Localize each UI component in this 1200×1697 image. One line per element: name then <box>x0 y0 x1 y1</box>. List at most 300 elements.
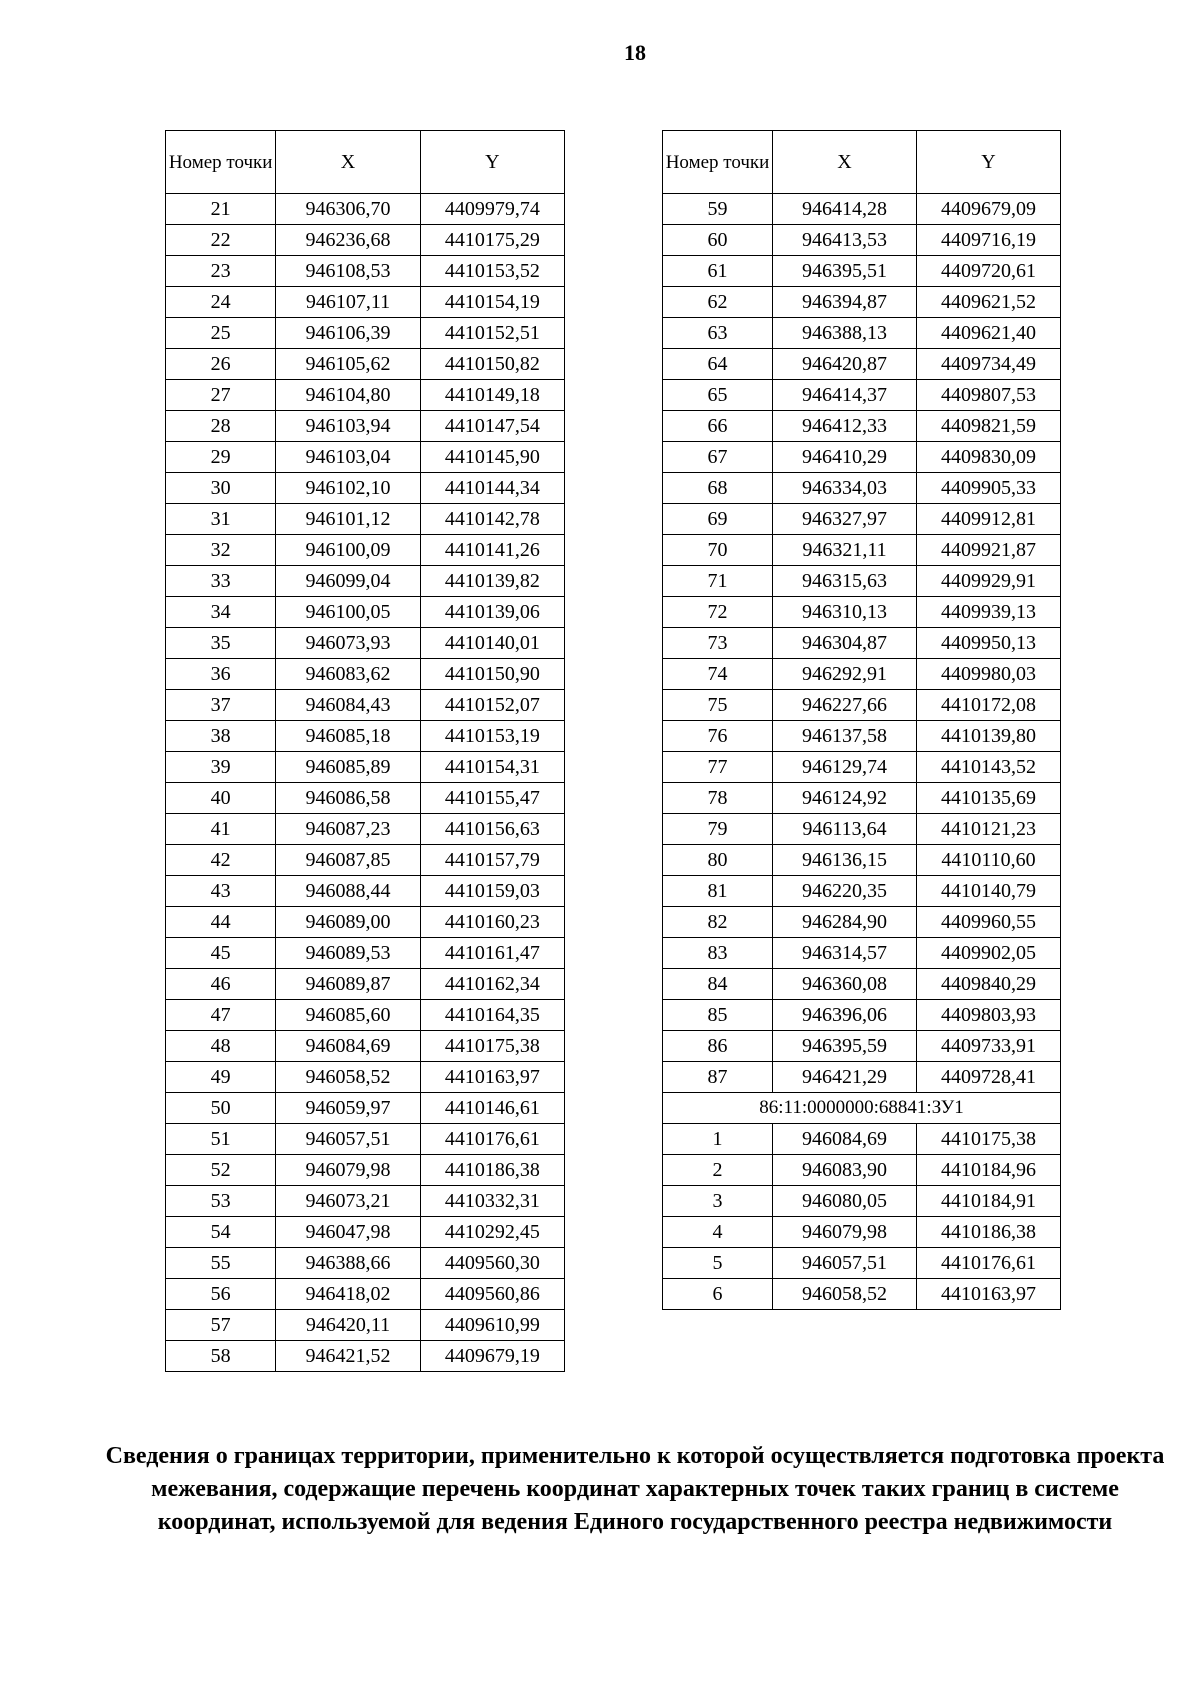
x-coordinate-cell: 946321,11 <box>773 535 917 566</box>
y-coordinate-cell: 4410150,90 <box>420 659 564 690</box>
x-coordinate-cell: 946396,06 <box>773 1000 917 1031</box>
x-coordinate-cell: 946420,11 <box>276 1310 420 1341</box>
table-row <box>663 318 1061 349</box>
y-coordinate-cell: 4410186,38 <box>420 1155 564 1186</box>
table-row <box>663 287 1061 318</box>
x-coordinate-cell: 946083,90 <box>773 1155 917 1186</box>
point-number-cell: 72 <box>663 597 773 628</box>
y-coordinate-cell: 4409929,91 <box>917 566 1061 597</box>
coordinates-table-left <box>165 130 565 1372</box>
point-number-cell: 28 <box>166 411 276 442</box>
point-number-cell: 85 <box>663 1000 773 1031</box>
cadastral-number: 86:11:0000000:68841:ЗУ1 <box>663 1093 1061 1124</box>
point-number-cell: 66 <box>663 411 773 442</box>
x-coordinate-cell: 946292,91 <box>773 659 917 690</box>
y-coordinate-cell: 4410175,38 <box>420 1031 564 1062</box>
point-number-cell: 31 <box>166 504 276 535</box>
x-coordinate-cell: 946327,97 <box>773 504 917 535</box>
table-row <box>663 659 1061 690</box>
x-coordinate-cell: 946080,05 <box>773 1186 917 1217</box>
point-number-cell: 54 <box>166 1217 276 1248</box>
x-coordinate-cell: 946412,33 <box>773 411 917 442</box>
table-row <box>166 1217 565 1248</box>
table-row <box>166 287 565 318</box>
x-coordinate-cell: 946236,68 <box>276 225 420 256</box>
y-coordinate-cell: 4410157,79 <box>420 845 564 876</box>
table-row <box>663 194 1061 225</box>
header-y: Y <box>420 131 564 194</box>
point-number-cell: 21 <box>166 194 276 225</box>
x-coordinate-cell: 946057,51 <box>773 1248 917 1279</box>
y-coordinate-cell: 4409905,33 <box>917 473 1061 504</box>
point-number-cell: 32 <box>166 535 276 566</box>
point-number-cell: 76 <box>663 721 773 752</box>
y-coordinate-cell: 4410154,31 <box>420 752 564 783</box>
table-row <box>663 1279 1061 1310</box>
point-number-cell: 37 <box>166 690 276 721</box>
table-row <box>663 1031 1061 1062</box>
coordinates-table-right <box>662 130 1061 1310</box>
y-coordinate-cell: 4409610,99 <box>420 1310 564 1341</box>
y-coordinate-cell: 4410152,07 <box>420 690 564 721</box>
point-number-cell: 82 <box>663 907 773 938</box>
y-coordinate-cell: 4409803,93 <box>917 1000 1061 1031</box>
x-coordinate-cell: 946073,21 <box>276 1186 420 1217</box>
x-coordinate-cell: 946087,23 <box>276 814 420 845</box>
y-coordinate-cell: 4410184,96 <box>917 1155 1061 1186</box>
y-coordinate-cell: 4410292,45 <box>420 1217 564 1248</box>
table-row <box>166 1031 565 1062</box>
table-row <box>166 411 565 442</box>
x-coordinate-cell: 946087,85 <box>276 845 420 876</box>
x-coordinate-cell: 946395,59 <box>773 1031 917 1062</box>
x-coordinate-cell: 946058,52 <box>276 1062 420 1093</box>
x-coordinate-cell: 946414,37 <box>773 380 917 411</box>
table-row <box>663 876 1061 907</box>
x-coordinate-cell: 946099,04 <box>276 566 420 597</box>
y-coordinate-cell: 4410153,52 <box>420 256 564 287</box>
point-number-cell: 84 <box>663 969 773 1000</box>
y-coordinate-cell: 4410159,03 <box>420 876 564 907</box>
point-number-cell: 61 <box>663 256 773 287</box>
y-coordinate-cell: 4409979,74 <box>420 194 564 225</box>
x-coordinate-cell: 946103,04 <box>276 442 420 473</box>
point-number-cell: 6 <box>663 1279 773 1310</box>
x-coordinate-cell: 946129,74 <box>773 752 917 783</box>
x-coordinate-cell: 946227,66 <box>773 690 917 721</box>
y-coordinate-cell: 4410163,97 <box>917 1279 1061 1310</box>
y-coordinate-cell: 4410154,19 <box>420 287 564 318</box>
y-coordinate-cell: 4410143,52 <box>917 752 1061 783</box>
header-y: Y <box>917 131 1061 194</box>
x-coordinate-cell: 946085,18 <box>276 721 420 752</box>
x-coordinate-cell: 946360,08 <box>773 969 917 1000</box>
y-coordinate-cell: 4409734,49 <box>917 349 1061 380</box>
table-header-row <box>166 131 565 194</box>
y-coordinate-cell: 4409821,59 <box>917 411 1061 442</box>
section-heading: Сведения о границах территории, применительно к которой осуществляется подготовка проекта межевания, содержащие перечень координат характерных точек таких границ в системе координат, используемой для ведения Единого государственного реестра недвижимости <box>105 1443 1165 1535</box>
point-number-cell: 70 <box>663 535 773 566</box>
table-header-row <box>663 131 1061 194</box>
x-coordinate-cell: 946395,51 <box>773 256 917 287</box>
table-row <box>166 1000 565 1031</box>
point-number-cell: 2 <box>663 1155 773 1186</box>
x-coordinate-cell: 946388,66 <box>276 1248 420 1279</box>
point-number-cell: 43 <box>166 876 276 907</box>
y-coordinate-cell: 4409679,19 <box>420 1341 564 1372</box>
table-row <box>166 1093 565 1124</box>
y-coordinate-cell: 4410152,51 <box>420 318 564 349</box>
point-number-cell: 27 <box>166 380 276 411</box>
x-coordinate-cell: 946105,62 <box>276 349 420 380</box>
table-row <box>663 597 1061 628</box>
table-row <box>663 535 1061 566</box>
table-row <box>166 752 565 783</box>
x-coordinate-cell: 946124,92 <box>773 783 917 814</box>
table-row <box>663 1000 1061 1031</box>
y-coordinate-cell: 4410176,61 <box>420 1124 564 1155</box>
point-number-cell: 3 <box>663 1186 773 1217</box>
table-row <box>166 225 565 256</box>
point-number-cell: 45 <box>166 938 276 969</box>
table-row <box>166 1279 565 1310</box>
table-row <box>663 1062 1061 1093</box>
point-number-cell: 40 <box>166 783 276 814</box>
table-row <box>663 225 1061 256</box>
y-coordinate-cell: 4410163,97 <box>420 1062 564 1093</box>
y-coordinate-cell: 4409716,19 <box>917 225 1061 256</box>
table-row <box>663 752 1061 783</box>
x-coordinate-cell: 946414,28 <box>773 194 917 225</box>
table-row <box>166 597 565 628</box>
table-row <box>166 845 565 876</box>
y-coordinate-cell: 4410153,19 <box>420 721 564 752</box>
point-number-cell: 35 <box>166 628 276 659</box>
y-coordinate-cell: 4410150,82 <box>420 349 564 380</box>
y-coordinate-cell: 4410160,23 <box>420 907 564 938</box>
point-number-cell: 42 <box>166 845 276 876</box>
y-coordinate-cell: 4410175,29 <box>420 225 564 256</box>
point-number-cell: 65 <box>663 380 773 411</box>
point-number-cell: 60 <box>663 225 773 256</box>
point-number-cell: 53 <box>166 1186 276 1217</box>
point-number-cell: 80 <box>663 845 773 876</box>
table-row <box>663 349 1061 380</box>
table-row <box>663 1155 1061 1186</box>
x-coordinate-cell: 946394,87 <box>773 287 917 318</box>
table-row <box>166 1248 565 1279</box>
table-row <box>663 845 1061 876</box>
y-coordinate-cell: 4410156,63 <box>420 814 564 845</box>
x-coordinate-cell: 946089,53 <box>276 938 420 969</box>
point-number-cell: 44 <box>166 907 276 938</box>
table-row <box>166 690 565 721</box>
x-coordinate-cell: 946410,29 <box>773 442 917 473</box>
x-coordinate-cell: 946100,09 <box>276 535 420 566</box>
point-number-cell: 52 <box>166 1155 276 1186</box>
point-number-cell: 77 <box>663 752 773 783</box>
x-coordinate-cell: 946089,87 <box>276 969 420 1000</box>
point-number-cell: 75 <box>663 690 773 721</box>
table-row <box>166 969 565 1000</box>
y-coordinate-cell: 4409621,52 <box>917 287 1061 318</box>
x-coordinate-cell: 946079,98 <box>773 1217 917 1248</box>
point-number-cell: 78 <box>663 783 773 814</box>
x-coordinate-cell: 946085,89 <box>276 752 420 783</box>
x-coordinate-cell: 946421,29 <box>773 1062 917 1093</box>
header-point-number: Номер точки <box>663 131 773 194</box>
x-coordinate-cell: 946306,70 <box>276 194 420 225</box>
x-coordinate-cell: 946284,90 <box>773 907 917 938</box>
table-row <box>663 907 1061 938</box>
x-coordinate-cell: 946137,58 <box>773 721 917 752</box>
point-number-cell: 86 <box>663 1031 773 1062</box>
y-coordinate-cell: 4409960,55 <box>917 907 1061 938</box>
y-coordinate-cell: 4410139,06 <box>420 597 564 628</box>
table-row <box>663 442 1061 473</box>
x-coordinate-cell: 946102,10 <box>276 473 420 504</box>
table-row <box>663 1248 1061 1279</box>
y-coordinate-cell: 4409733,91 <box>917 1031 1061 1062</box>
point-number-cell: 55 <box>166 1248 276 1279</box>
y-coordinate-cell: 4409912,81 <box>917 504 1061 535</box>
table-row <box>663 256 1061 287</box>
y-coordinate-cell: 4410110,60 <box>917 845 1061 876</box>
table-row <box>166 256 565 287</box>
x-coordinate-cell: 946088,44 <box>276 876 420 907</box>
x-coordinate-cell: 946421,52 <box>276 1341 420 1372</box>
table-row <box>166 349 565 380</box>
point-number-cell: 26 <box>166 349 276 380</box>
table-row <box>166 504 565 535</box>
y-coordinate-cell: 4410146,61 <box>420 1093 564 1124</box>
point-number-cell: 67 <box>663 442 773 473</box>
x-coordinate-cell: 946083,62 <box>276 659 420 690</box>
y-coordinate-cell: 4410139,80 <box>917 721 1061 752</box>
x-coordinate-cell: 946104,80 <box>276 380 420 411</box>
table-row <box>166 566 565 597</box>
y-coordinate-cell: 4410332,31 <box>420 1186 564 1217</box>
table-row <box>663 1124 1061 1155</box>
table-row <box>663 411 1061 442</box>
table-row <box>166 380 565 411</box>
y-coordinate-cell: 4409560,30 <box>420 1248 564 1279</box>
point-number-cell: 68 <box>663 473 773 504</box>
y-coordinate-cell: 4409830,09 <box>917 442 1061 473</box>
x-coordinate-cell: 946057,51 <box>276 1124 420 1155</box>
table-row <box>166 1155 565 1186</box>
point-number-cell: 69 <box>663 504 773 535</box>
page-number: 18 <box>624 40 646 65</box>
table-row <box>166 442 565 473</box>
table-row <box>166 535 565 566</box>
table-row <box>166 1310 565 1341</box>
x-coordinate-cell: 946334,03 <box>773 473 917 504</box>
x-coordinate-cell: 946113,64 <box>773 814 917 845</box>
y-coordinate-cell: 4410140,01 <box>420 628 564 659</box>
y-coordinate-cell: 4410161,47 <box>420 938 564 969</box>
x-coordinate-cell: 946136,15 <box>773 845 917 876</box>
table-row <box>166 628 565 659</box>
y-coordinate-cell: 4409560,86 <box>420 1279 564 1310</box>
point-number-cell: 39 <box>166 752 276 783</box>
x-coordinate-cell: 946073,93 <box>276 628 420 659</box>
point-number-cell: 33 <box>166 566 276 597</box>
y-coordinate-cell: 4410155,47 <box>420 783 564 814</box>
cadastral-subheader-row <box>663 1093 1061 1124</box>
x-coordinate-cell: 946315,63 <box>773 566 917 597</box>
header-x: X <box>773 131 917 194</box>
y-coordinate-cell: 4410145,90 <box>420 442 564 473</box>
y-coordinate-cell: 4410141,26 <box>420 535 564 566</box>
table-row <box>663 504 1061 535</box>
point-number-cell: 22 <box>166 225 276 256</box>
table-row <box>166 721 565 752</box>
x-coordinate-cell: 946106,39 <box>276 318 420 349</box>
table-row <box>663 938 1061 969</box>
point-number-cell: 1 <box>663 1124 773 1155</box>
y-coordinate-cell: 4409621,40 <box>917 318 1061 349</box>
point-number-cell: 57 <box>166 1310 276 1341</box>
table-row <box>166 1341 565 1372</box>
table-row <box>166 1062 565 1093</box>
table-row <box>663 566 1061 597</box>
table-row <box>166 659 565 690</box>
y-coordinate-cell: 4410184,91 <box>917 1186 1061 1217</box>
x-coordinate-cell: 946047,98 <box>276 1217 420 1248</box>
point-number-cell: 5 <box>663 1248 773 1279</box>
table-row <box>166 783 565 814</box>
y-coordinate-cell: 4409939,13 <box>917 597 1061 628</box>
point-number-cell: 29 <box>166 442 276 473</box>
point-number-cell: 4 <box>663 1217 773 1248</box>
y-coordinate-cell: 4409840,29 <box>917 969 1061 1000</box>
point-number-cell: 74 <box>663 659 773 690</box>
x-coordinate-cell: 946418,02 <box>276 1279 420 1310</box>
point-number-cell: 46 <box>166 969 276 1000</box>
point-number-cell: 64 <box>663 349 773 380</box>
point-number-cell: 34 <box>166 597 276 628</box>
x-coordinate-cell: 946079,98 <box>276 1155 420 1186</box>
table-row <box>166 473 565 504</box>
table-row <box>166 814 565 845</box>
x-coordinate-cell: 946084,43 <box>276 690 420 721</box>
y-coordinate-cell: 4409679,09 <box>917 194 1061 225</box>
table-row <box>663 628 1061 659</box>
point-number-cell: 73 <box>663 628 773 659</box>
table-row <box>166 907 565 938</box>
point-number-cell: 36 <box>166 659 276 690</box>
point-number-cell: 41 <box>166 814 276 845</box>
table-row <box>663 1186 1061 1217</box>
y-coordinate-cell: 4409728,41 <box>917 1062 1061 1093</box>
y-coordinate-cell: 4410140,79 <box>917 876 1061 907</box>
table-row <box>166 1186 565 1217</box>
x-coordinate-cell: 946413,53 <box>773 225 917 256</box>
table-row <box>663 969 1061 1000</box>
x-coordinate-cell: 946086,58 <box>276 783 420 814</box>
x-coordinate-cell: 946314,57 <box>773 938 917 969</box>
point-number-cell: 23 <box>166 256 276 287</box>
y-coordinate-cell: 4410144,34 <box>420 473 564 504</box>
point-number-cell: 63 <box>663 318 773 349</box>
x-coordinate-cell: 946059,97 <box>276 1093 420 1124</box>
table-row <box>166 194 565 225</box>
table-row <box>663 380 1061 411</box>
table-row <box>663 690 1061 721</box>
y-coordinate-cell: 4410172,08 <box>917 690 1061 721</box>
y-coordinate-cell: 4410176,61 <box>917 1248 1061 1279</box>
point-number-cell: 50 <box>166 1093 276 1124</box>
x-coordinate-cell: 946058,52 <box>773 1279 917 1310</box>
point-number-cell: 51 <box>166 1124 276 1155</box>
x-coordinate-cell: 946388,13 <box>773 318 917 349</box>
header-point-number: Номер точки <box>166 131 276 194</box>
x-coordinate-cell: 946304,87 <box>773 628 917 659</box>
x-coordinate-cell: 946107,11 <box>276 287 420 318</box>
x-coordinate-cell: 946089,00 <box>276 907 420 938</box>
point-number-cell: 59 <box>663 194 773 225</box>
y-coordinate-cell: 4410135,69 <box>917 783 1061 814</box>
x-coordinate-cell: 946420,87 <box>773 349 917 380</box>
point-number-cell: 71 <box>663 566 773 597</box>
x-coordinate-cell: 946310,13 <box>773 597 917 628</box>
x-coordinate-cell: 946084,69 <box>773 1124 917 1155</box>
table-row <box>663 1217 1061 1248</box>
y-coordinate-cell: 4410139,82 <box>420 566 564 597</box>
point-number-cell: 62 <box>663 287 773 318</box>
y-coordinate-cell: 4410147,54 <box>420 411 564 442</box>
table-row <box>166 938 565 969</box>
y-coordinate-cell: 4409720,61 <box>917 256 1061 287</box>
header-x: X <box>276 131 420 194</box>
y-coordinate-cell: 4410149,18 <box>420 380 564 411</box>
table-row <box>663 721 1061 752</box>
y-coordinate-cell: 4409807,53 <box>917 380 1061 411</box>
point-number-cell: 38 <box>166 721 276 752</box>
y-coordinate-cell: 4409921,87 <box>917 535 1061 566</box>
point-number-cell: 83 <box>663 938 773 969</box>
x-coordinate-cell: 946101,12 <box>276 504 420 535</box>
x-coordinate-cell: 946108,53 <box>276 256 420 287</box>
point-number-cell: 25 <box>166 318 276 349</box>
point-number-cell: 56 <box>166 1279 276 1310</box>
point-number-cell: 87 <box>663 1062 773 1093</box>
y-coordinate-cell: 4410142,78 <box>420 504 564 535</box>
y-coordinate-cell: 4410164,35 <box>420 1000 564 1031</box>
point-number-cell: 58 <box>166 1341 276 1372</box>
point-number-cell: 49 <box>166 1062 276 1093</box>
x-coordinate-cell: 946100,05 <box>276 597 420 628</box>
point-number-cell: 47 <box>166 1000 276 1031</box>
y-coordinate-cell: 4409950,13 <box>917 628 1061 659</box>
point-number-cell: 24 <box>166 287 276 318</box>
table-row <box>663 473 1061 504</box>
point-number-cell: 48 <box>166 1031 276 1062</box>
y-coordinate-cell: 4409902,05 <box>917 938 1061 969</box>
table-row <box>166 318 565 349</box>
x-coordinate-cell: 946084,69 <box>276 1031 420 1062</box>
y-coordinate-cell: 4410175,38 <box>917 1124 1061 1155</box>
table-row <box>166 876 565 907</box>
table-row <box>663 783 1061 814</box>
y-coordinate-cell: 4410162,34 <box>420 969 564 1000</box>
x-coordinate-cell: 946103,94 <box>276 411 420 442</box>
y-coordinate-cell: 4409980,03 <box>917 659 1061 690</box>
table-row <box>663 814 1061 845</box>
point-number-cell: 30 <box>166 473 276 504</box>
point-number-cell: 81 <box>663 876 773 907</box>
